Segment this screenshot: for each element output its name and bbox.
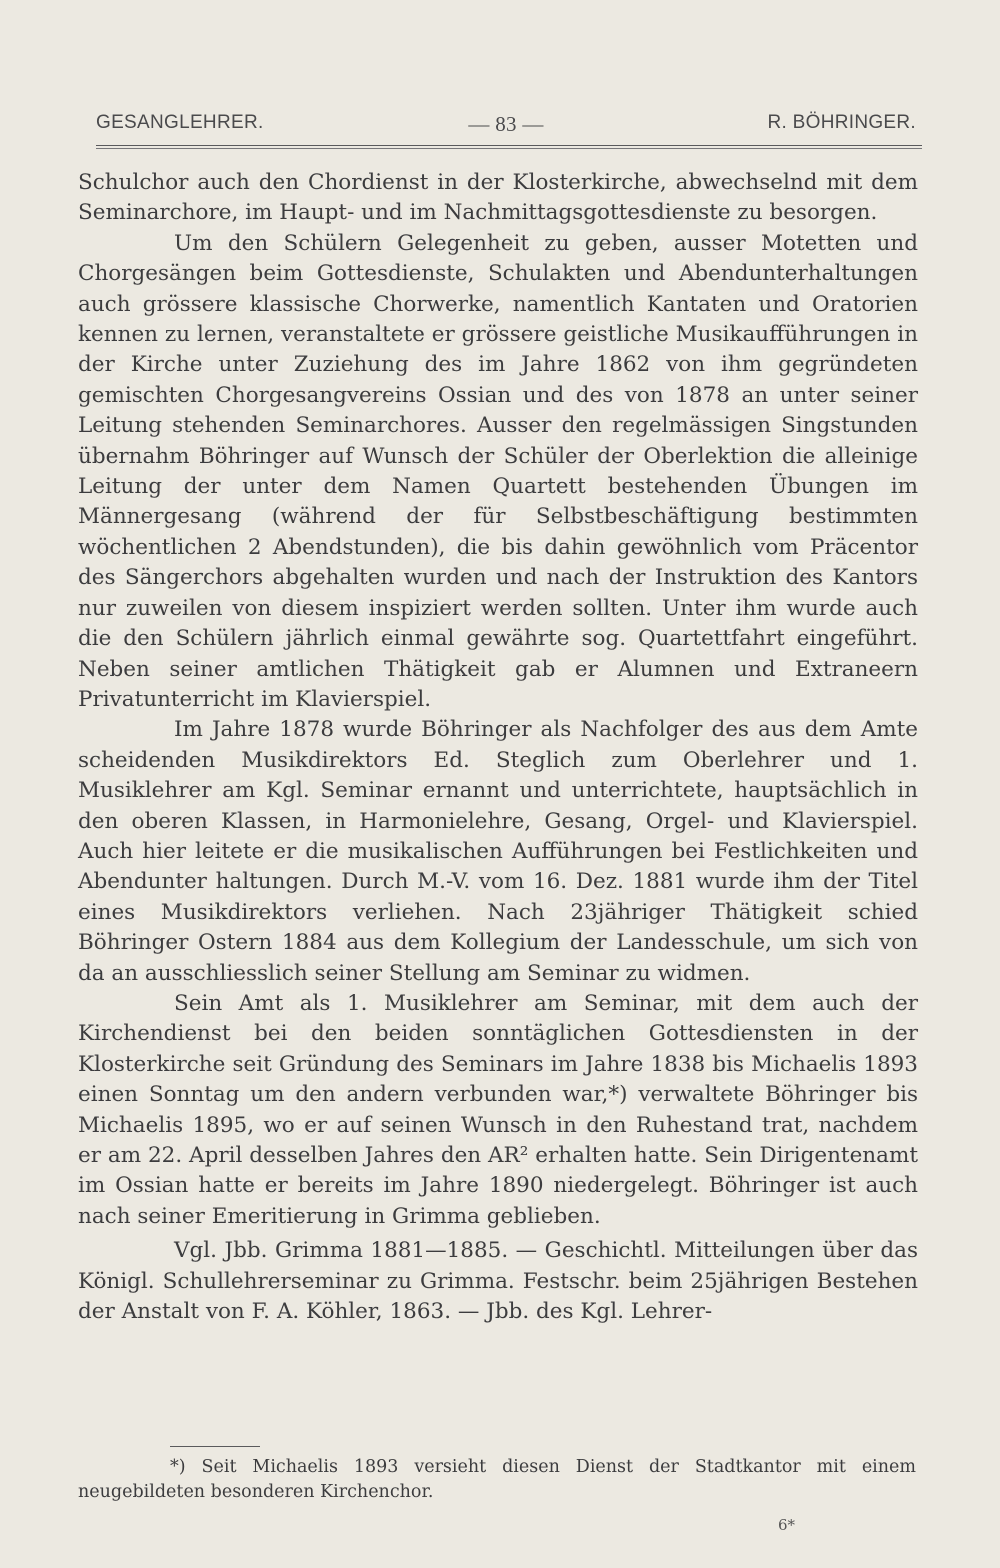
footnote-rule xyxy=(170,1446,260,1447)
header-author-name: R. BÖHRINGER. xyxy=(767,112,916,133)
paragraph-retirement: Sein Amt als 1. Musiklehrer am Seminar, mit dem auch der Kirchendienst bei den beiden sonntäglichen Gottesdiensten in der Klosterkirche seit Gründung des Seminars im Jahre 1838 bis Michaelis 1893 einen Sonntag um den andern verbunden war,*) verwaltete Böhringer bis Michaelis 1895, wo er auf seinen Wunsch in den Ruhestand trat, nachdem er am 22. April desselben Jahres den AR² erhalten hatte. Sein Dirigentenamt im Ossian hatte er bereits im Jahre 1890 niedergelegt. Böhringer ist auch nach seiner Emeritierung in Grimma geblieben. xyxy=(78,990,918,1229)
page-number: — 83 — xyxy=(468,112,544,136)
footnote-text: *) Seit Michaelis 1893 versieht diesen Dienst der Stadtkantor mit einem neugebildeten besonderen Kirchenchor. xyxy=(78,1457,916,1502)
signature-mark: 6* xyxy=(778,1516,796,1534)
header-rule xyxy=(96,145,922,149)
paragraph-performances: Um den Schülern Gelegenheit zu geben, ausser Motetten und Chorgesängen beim Gottesdienste, Schulakten und Abendunterhaltungen auch grössere klassische Chorwerke, namentlich Kantaten und Oratorien kennen zu lernen, veranstaltete er grössere geistliche Musikaufführungen in der Kirche unter Zuziehung des im Jahre 1862 von ihm gegründeten gemischten Chorgesangvereins Ossian und des von 1878 an unter seiner Leitung stehenden Seminarchores. Ausser den regelmässigen Singstunden übernahm Böhringer auf Wunsch der Schüler der Oberlektion die alleinige Leitung der unter dem Namen Quartett bestehenden Übungen im Männergesang (während der für Selbstbeschäftigung bestimmten wöchentlichen 2 Abendstunden), die bis dahin gewöhnlich vom Präcentor des Sängerchors abgehalten wurden und nach der Instruktion des Kantors nur zuweilen von diesem inspiziert werden sollten. Unter ihm wurde auch die den Schülern jährlich einmal gewährte sog. Quartettfahrt eingeführt. Neben seiner amtlichen Thätigkeit gab er Alumnen und Extraneern Privatunterricht im Klavierspiel. xyxy=(78,230,918,712)
paragraph-appointment: Im Jahre 1878 wurde Böhringer als Nachfolger des aus dem Amte scheidenden Musikdirektors Ed. Steglich zum Oberlehrer und 1. Musiklehrer am Kgl. Seminar ernannt und unterrichtete, hauptsächlich in den oberen Klassen, in Harmonielehre, Gesang, Orgel- und Klavierspiel. Auch hier leitete er die musikalischen Aufführungen bei Festlichkeiten und Abendunter haltungen. Durch M.-V. vom 16. Dez. 1881 wurde ihm der Titel eines Musikdirektors verliehen. Nach 23jähriger Thätigkeit schied Böhringer Ostern 1884 aus dem Kollegium der Landesschule, um sich von da an ausschliesslich seiner Stellung am Seminar zu widmen. xyxy=(78,717,918,986)
main-text xyxy=(78,168,918,1327)
paragraph-continuation: Schulchor auch den Chordienst in der Klosterkirche, abwechselnd mit dem Seminarchore, im Haupt- und im Nachmittagsgottesdienste zu besorgen. xyxy=(78,170,918,226)
paragraph-references: Vgl. Jbb. Grimma 1881—1885. — Geschichtl. Mitteilungen über das Königl. Schullehrerseminar zu Grimma. Festschr. beim 25jährigen Bestehen der Anstalt von F. A. Köhler, 1863. — Jbb. des Kgl. Lehrer- xyxy=(78,1238,918,1325)
footnote xyxy=(78,1455,916,1505)
running-header xyxy=(96,112,916,146)
header-section-title: GESANGLEHRER. xyxy=(96,112,264,133)
